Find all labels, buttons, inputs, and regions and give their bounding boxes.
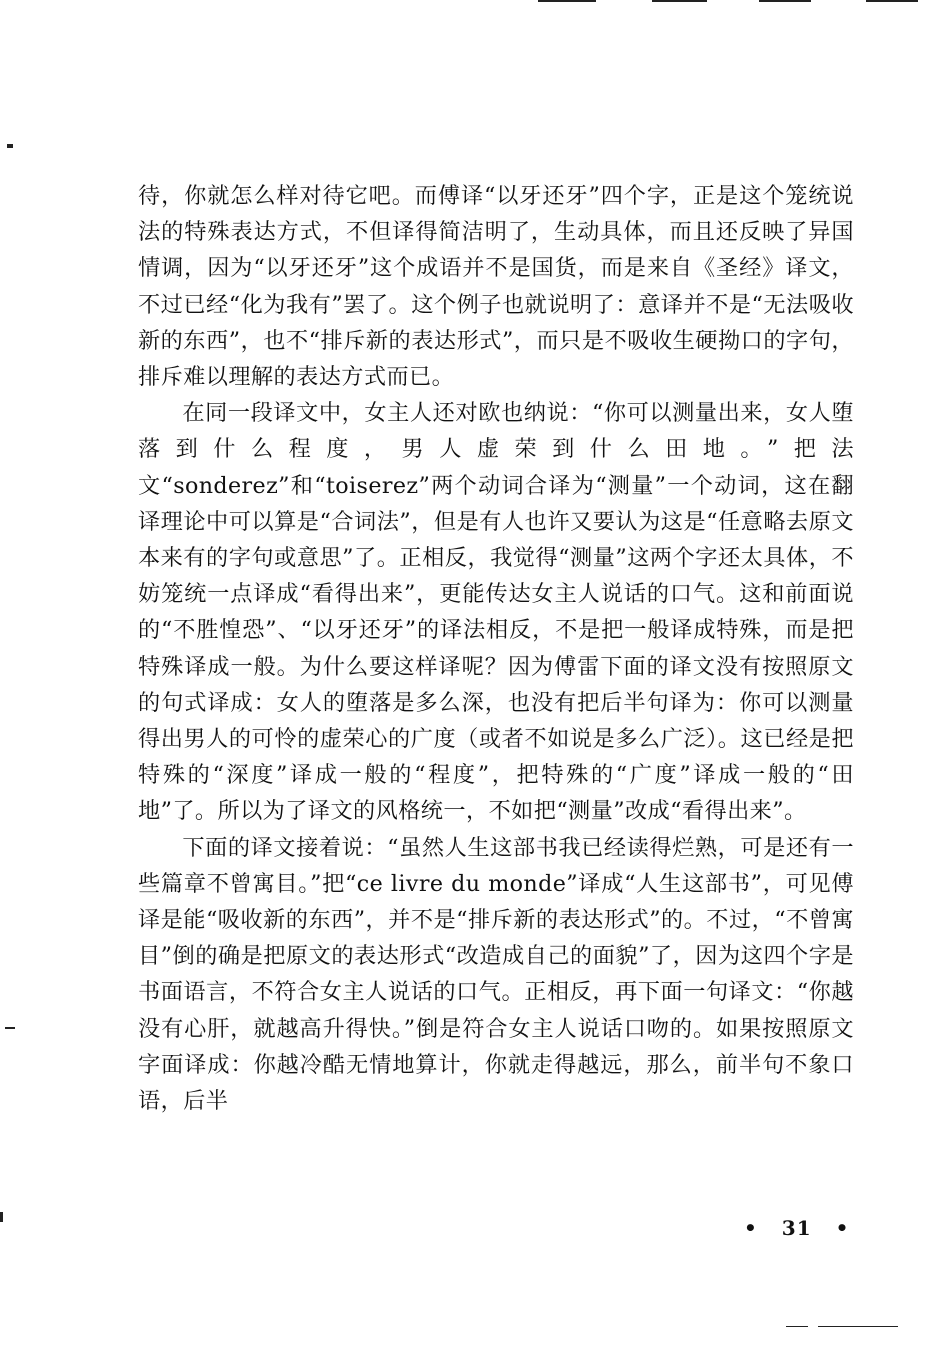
page-number: 31 bbox=[781, 1216, 812, 1240]
paragraph-2: 在同一段译文中，女主人还对欧也纳说：“你可以测量出来，女人堕落到什么程度，男人虚荣到什么田地。”把法文“sonderez”和“toiserez”两个动词合译为“测量”一个动词，这在翻译理论中可以算是“合词法”，但是有人也许又要认为这是“任意略去原文本来有的字句或意思”了。正相反，我觉得“测量”这两个字还太具体，不妨笼统一点译成“看得出来”，更能传达女主人说话的口气。这和前面说的“不胜惶恐”、“以牙还牙”的译法相反，不是把一般译成特殊，而是把特殊译成一般。为什么要这样译呢？因为傅雷下面的译文没有按照原文的句式译成：女人的堕落是多么深，也没有把后半句译为：你可以测量得出男人的可怜的虚荣心的广度（或者不如说是多么广泛）。这已经是把特殊的“深度”译成一般的“程度”，把特殊的“广度”译成一般的“田地”了。所以为了译文的风格统一，不如把“测量”改成“看得出来”。 bbox=[138, 400, 854, 825]
paragraph-1: 待，你就怎么样对待它吧。而傅译“以牙还牙”四个字，正是这个笼统说法的特殊表达方式，不但译得简洁明了，生动具体，而且还反映了异国情调，因为“以牙还牙”这个成语并不是国货，而是来自《圣经》译文，不过已经“化为我有”罢了。这个例子也就说明了：意译并不是“无法吸收新的东西”，也不“排斥新的表达形式”，而只是不吸收生硬拗口的字句，排斥难以理解的表达方式而已。 bbox=[138, 183, 854, 391]
scan-line-top-4 bbox=[866, 0, 918, 2]
scan-line-top-1 bbox=[538, 0, 596, 2]
scan-dot-left bbox=[7, 144, 13, 148]
scan-line-bottom-2 bbox=[818, 1326, 898, 1327]
scan-line-top-2 bbox=[652, 0, 707, 2]
page-footer bbox=[732, 1216, 861, 1240]
scan-line-bottom-1 bbox=[786, 1326, 808, 1327]
scan-dash-left bbox=[5, 1027, 15, 1029]
body-text bbox=[138, 178, 854, 1119]
scan-line-top-3 bbox=[759, 0, 811, 2]
paragraph-3: 下面的译文接着说：“虽然人生这部书我已经读得烂熟，可是还有一些篇章不曾寓目。”把“ce livre du monde”译成“人生这部书”，可见傅译是能“吸收新的东西”，并不是“排斥新的表达形式”的。不过，“不曾寓目”倒的确是把原文的表达形式“改造成自己的面貌”了，因为这四个字是书面语言，不符合女主人说话的口气。正相反，再下面一句译文：“你越没有心肝，就越高升得快。”倒是符合女主人说话口吻的。如果按照原文字面译成：你越冷酷无情地算计，你就走得越远，那么，前半句不象口语，后半 bbox=[138, 834, 854, 1115]
page-number-dot-left: • bbox=[744, 1216, 758, 1240]
scan-tick-left bbox=[0, 1212, 3, 1222]
page-number-dot-right: • bbox=[835, 1216, 850, 1240]
